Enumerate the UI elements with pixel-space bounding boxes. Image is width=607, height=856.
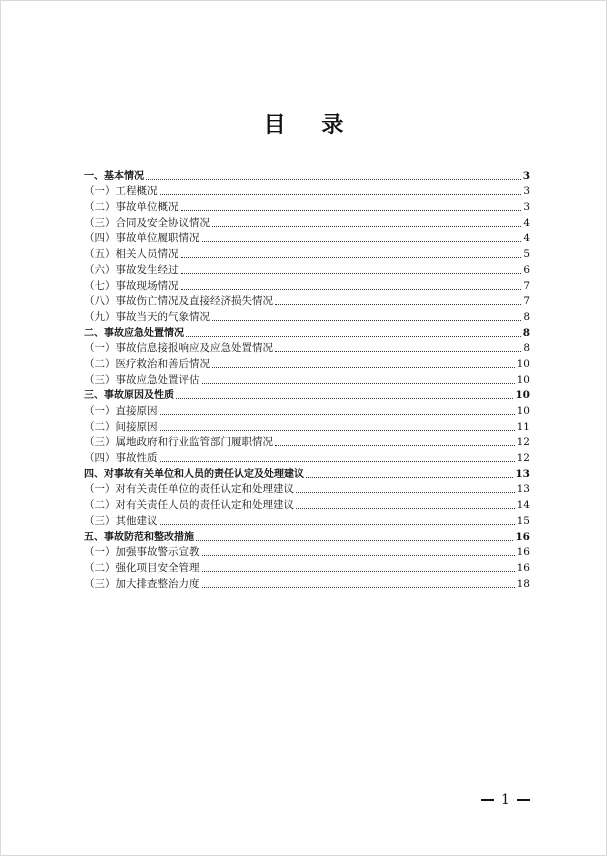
toc-subsection-entry[interactable] (84, 512, 530, 528)
toc-entry-label: （三）其他建议 (84, 514, 158, 527)
toc-entry-page-number: 10 (515, 389, 530, 402)
toc-entry-page-number: 7 (523, 279, 530, 292)
toc-entry-page-number: 7 (523, 295, 530, 308)
toc-dot-leader (202, 240, 522, 242)
toc-subsection-entry[interactable] (84, 230, 530, 246)
toc-entry-label: （一）对有关责任单位的责任认定和处理建议 (84, 483, 294, 496)
toc-entry-label: （九）事故当天的气象情况 (84, 310, 210, 323)
toc-entry-label: （三）事故应急处置评估 (84, 373, 200, 386)
toc-entry-page-number: 4 (523, 232, 530, 245)
toc-subsection-entry[interactable] (84, 575, 530, 591)
toc-entry-page-number: 18 (516, 577, 530, 590)
toc-entry-page-number: 8 (523, 310, 530, 323)
toc-dot-leader (181, 288, 522, 290)
toc-dot-leader (146, 178, 521, 180)
toc-entry-page-number: 6 (523, 263, 530, 276)
toc-subsection-entry[interactable] (84, 481, 530, 497)
toc-dot-leader (202, 382, 515, 384)
toc-subsection-entry[interactable] (84, 418, 530, 434)
toc-section-entry[interactable] (84, 167, 530, 183)
toc-dot-leader (212, 225, 521, 227)
toc-entry-page-number: 15 (516, 514, 530, 527)
toc-dot-leader (306, 476, 513, 478)
toc-entry-label: （二）事故单位概况 (84, 201, 179, 214)
toc-entry-page-number: 8 (522, 326, 530, 339)
footer-dash-left (481, 799, 494, 800)
toc-subsection-entry[interactable] (84, 198, 530, 214)
toc-dot-leader (160, 523, 515, 525)
toc-entry-page-number: 11 (516, 420, 530, 433)
toc-entry-label: 三、事故原因及性质 (84, 390, 174, 402)
page-number: 1 (501, 792, 510, 808)
toc-subsection-entry[interactable] (84, 214, 530, 230)
toc-entry-label: （八）事故伤亡情况及直接经济损失情况 (84, 295, 273, 308)
toc-dot-leader (296, 507, 515, 509)
toc-dot-leader (181, 272, 522, 274)
toc-dot-leader (202, 554, 515, 556)
toc-entry-label: 二、事故应急处置情况 (84, 327, 184, 339)
toc-entry-page-number: 16 (516, 561, 530, 574)
toc-entry-page-number: 16 (515, 530, 530, 543)
toc-dot-leader (212, 366, 515, 368)
toc-entry-label: （一）工程概况 (84, 185, 158, 198)
toc-dot-leader (296, 491, 515, 493)
toc-entry-label: 五、事故防范和整改措施 (84, 531, 194, 543)
toc-subsection-entry[interactable] (84, 277, 530, 293)
toc-dot-leader (202, 586, 515, 588)
toc-dot-leader (160, 460, 515, 462)
toc-entry-page-number: 12 (516, 452, 530, 465)
toc-entry-page-number: 3 (523, 185, 530, 198)
toc-entry-page-number: 10 (516, 373, 530, 386)
toc-subsection-entry[interactable] (84, 293, 530, 309)
toc-entry-page-number: 13 (516, 483, 530, 496)
toc-subsection-entry[interactable] (84, 308, 530, 324)
toc-dot-leader (212, 319, 521, 321)
toc-dot-leader (275, 444, 515, 446)
toc-dot-leader (176, 397, 513, 399)
toc-entry-label: （一）加强事故警示宣教 (84, 546, 200, 559)
toc-section-entry[interactable] (84, 324, 530, 340)
footer-dash-right (517, 799, 530, 800)
toc-entry-page-number: 10 (516, 357, 530, 370)
toc-subsection-entry[interactable] (84, 434, 530, 450)
toc-entry-page-number: 3 (523, 201, 530, 214)
toc-subsection-entry[interactable] (84, 371, 530, 387)
toc-subsection-entry[interactable] (84, 340, 530, 356)
toc-dot-leader (202, 570, 515, 572)
toc-entry-label: （三）合同及安全协议情况 (84, 216, 210, 229)
toc-entry-label: 一、基本情况 (84, 170, 144, 182)
toc-subsection-entry[interactable] (84, 183, 530, 199)
toc-dot-leader (181, 209, 522, 211)
toc-section-entry[interactable] (84, 528, 530, 544)
toc-entry-label: （一）直接原因 (84, 405, 158, 417)
toc-entry-label: （二）对有关责任人员的责任认定和处理建议 (84, 499, 294, 512)
toc-dot-leader (196, 539, 513, 541)
toc-entry-label: （三）属地政府和行业监管部门履职情况 (84, 436, 273, 449)
toc-dot-leader (275, 350, 521, 352)
toc-dot-leader (160, 429, 515, 431)
toc-dot-leader (181, 256, 522, 258)
toc-section-entry[interactable] (84, 465, 530, 481)
toc-entry-page-number: 13 (515, 467, 530, 480)
toc-entry-label: （五）相关人员情况 (84, 248, 179, 261)
toc-entry-label: （三）加大排查整治力度 (84, 577, 200, 590)
toc-entry-label: （二）医疗救治和善后情况 (84, 357, 210, 370)
toc-entry-label: （一）事故信息接报响应及应急处置情况 (84, 342, 273, 355)
toc-dot-leader (160, 193, 522, 195)
toc-entry-page-number: 8 (523, 342, 530, 355)
toc-entry-label: （四）事故单位履职情况 (84, 232, 200, 245)
toc-subsection-entry[interactable] (84, 544, 530, 560)
toc-entry-label: （二）强化项目安全管理 (84, 561, 200, 574)
toc-subsection-entry[interactable] (84, 402, 530, 418)
toc-entry-label: （四）事故性质 (84, 452, 158, 465)
toc-dot-leader (275, 303, 521, 305)
toc-subsection-entry[interactable] (84, 496, 530, 512)
toc-subsection-entry[interactable] (84, 449, 530, 465)
toc-entry-page-number: 12 (516, 436, 530, 449)
toc-dot-leader (160, 413, 515, 415)
toc-entry-label: （六）事故发生经过 (84, 263, 179, 276)
toc-entry-page-number: 10 (516, 405, 530, 417)
toc-entry-page-number: 3 (522, 169, 530, 182)
page-footer (474, 792, 537, 808)
toc-entry-page-number: 4 (523, 216, 530, 229)
toc-dot-leader (186, 335, 521, 337)
toc-subsection-entry[interactable] (84, 245, 530, 261)
toc-entry-page-number: 14 (516, 499, 530, 512)
toc-entry-label: （七）事故现场情况 (84, 279, 179, 292)
toc-entry-label: （二）间接原因 (84, 420, 158, 433)
page-title: 目 录 (263, 112, 358, 138)
toc-entry-page-number: 16 (516, 546, 530, 559)
table-of-contents (84, 167, 530, 591)
toc-subsection-entry[interactable] (84, 355, 530, 371)
toc-entry-page-number: 5 (523, 248, 530, 261)
toc-subsection-entry[interactable] (84, 261, 530, 277)
toc-subsection-entry[interactable] (84, 559, 530, 575)
toc-section-entry[interactable] (84, 387, 530, 403)
toc-entry-label: 四、对事故有关单位和人员的责任认定及处理建议 (84, 468, 304, 480)
